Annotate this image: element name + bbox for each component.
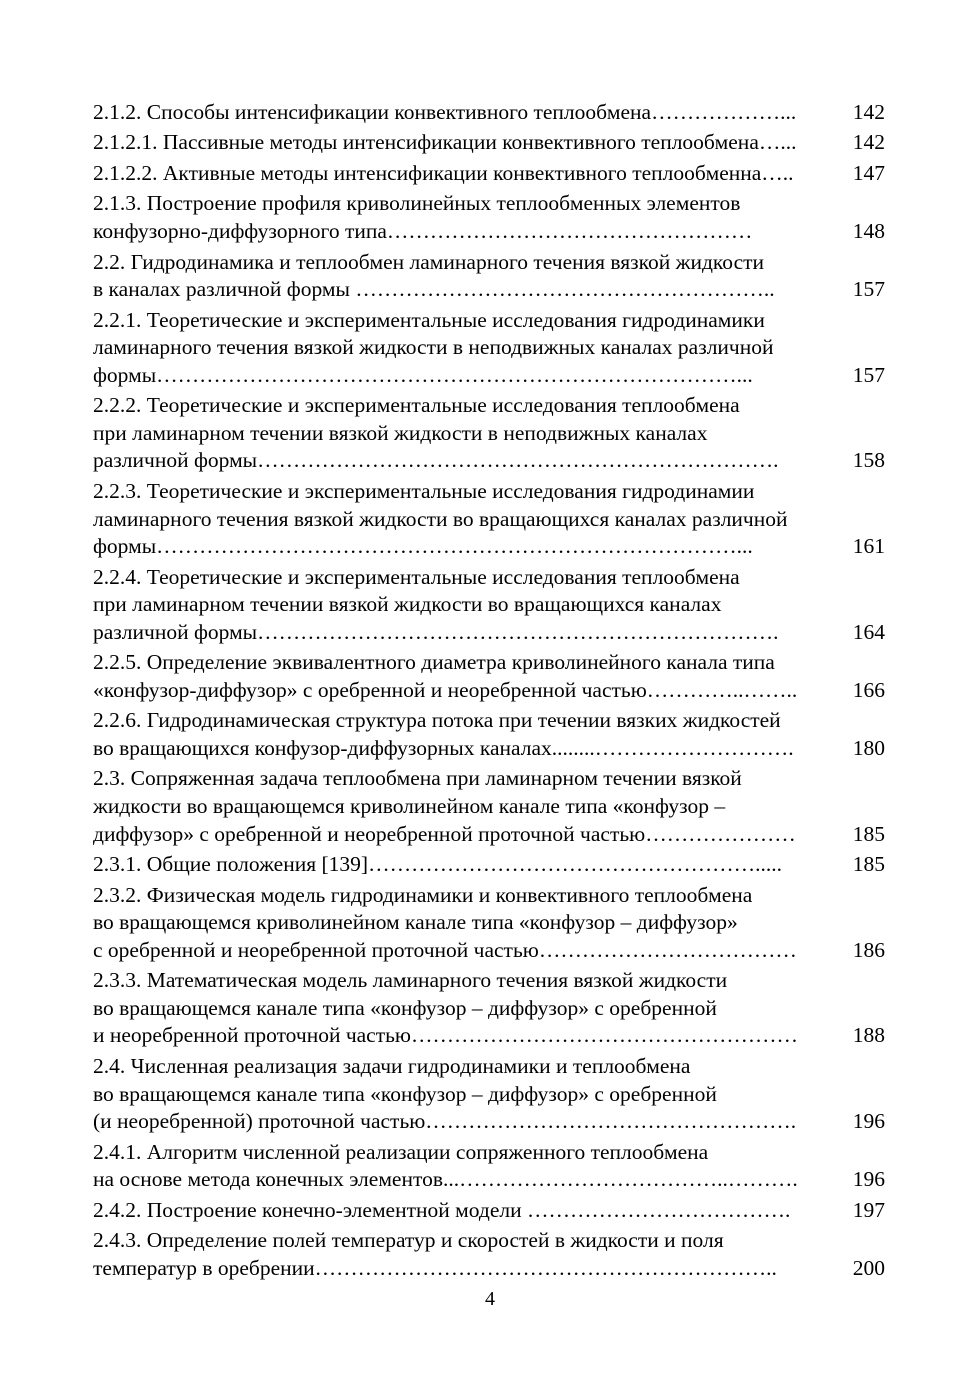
toc-entry-leader-text: 2.1.2. Способы интенсификации конвективного теплообмена………………... xyxy=(93,100,797,124)
toc-entry-line: 2.3.3. Математическая модель ламинарного течения вязкой жидкости xyxy=(93,968,728,993)
toc-entry-leader-text: различной формы………………………………………………………………. xyxy=(93,619,779,644)
toc-entry-leader-text: во вращающихся конфузор-диффузорных каналах........………………………. xyxy=(93,735,794,760)
toc-entry xyxy=(93,882,885,965)
toc-entry-line: 2.2.5. Определение эквивалентного диаметра криволинейного канала типа xyxy=(93,650,775,675)
toc-entry-line: 2.2.2. Теоретические и экспериментальные исследования теплообмена xyxy=(93,393,740,418)
toc-entry-leader-text: 2.1.2.2. Активные методы интенсификации конвективного теплообменна….. xyxy=(93,160,794,185)
toc-entry-line: во вращающемся канале типа «конфузор – диффузор» с оребренной xyxy=(93,995,717,1020)
toc-entry-last-line xyxy=(93,1255,885,1283)
toc-entry-line: 2.2. Гидродинамика и теплообмен ламинарного течения вязкой жидкости xyxy=(93,249,765,274)
toc-entry-last-line xyxy=(93,362,885,390)
toc-entry-line: 2.3.2. Физическая модель гидродинамики и конвективного теплообмена xyxy=(93,882,753,907)
toc-entry xyxy=(93,129,885,157)
toc-entry-last-line xyxy=(93,735,885,763)
toc-entry-page-number: 142 xyxy=(852,100,885,124)
toc-entry-page-number: 200 xyxy=(852,1255,885,1280)
toc-entry-line: при ламинарном течении вязкой жидкости в неподвижных каналах xyxy=(93,420,708,445)
toc-entry xyxy=(93,160,885,188)
toc-entry-last-line xyxy=(93,276,885,304)
toc-entry-last-line xyxy=(93,129,885,157)
toc-entry-last-line xyxy=(93,1022,885,1050)
toc-entry xyxy=(93,707,885,762)
toc-entry-leader-text: и неоребренной проточной частью……………………………………………… xyxy=(93,1023,798,1048)
toc-entry-leader-text: 2.4.2. Построение конечно-элементной модели ………………………………. xyxy=(93,1197,791,1222)
toc-entry-leader-text: 2.1.2.1. Пассивные методы интенсификации конвективного теплообмена…... xyxy=(93,130,797,155)
toc-entry-line: жидкости во вращающемся криволинейном канале типа «конфузор – xyxy=(93,794,726,819)
toc-entry-last-line xyxy=(93,99,885,127)
toc-entry-last-line xyxy=(93,937,885,965)
toc-entry-last-line xyxy=(93,218,885,246)
toc-entry-leader-text: в каналах различной формы ………………………………………………….. xyxy=(93,277,775,302)
toc-entry-leader-text: «конфузор-диффузор» с оребренной и неоребренной частью…………..…….. xyxy=(93,677,798,702)
toc-entry-line: ламинарного течения вязкой жидкости в неподвижных каналах различной xyxy=(93,335,774,360)
toc-entry-leader-text: различной формы………………………………………………………………. xyxy=(93,448,779,473)
toc-entry-page-number: 185 xyxy=(852,821,885,846)
toc-entry-last-line xyxy=(93,533,885,561)
toc-entry-page-number: 197 xyxy=(852,1197,885,1222)
toc-entry-leader-text: конфузорно-диффузорного типа…………………………………………… xyxy=(93,219,753,244)
toc-entry-leader-text: диффузор» с оребренной и неоребренной проточной частью………………… xyxy=(93,821,796,846)
toc-entry-last-line xyxy=(93,447,885,475)
toc-entry-leader-text: 2.3.1. Общие положения [139]………………………………………………..... xyxy=(93,852,782,877)
toc-entry-page-number: 164 xyxy=(852,619,885,644)
toc-entry-page-number: 188 xyxy=(852,1023,885,1048)
toc-entry-page-number: 148 xyxy=(852,219,885,244)
toc-entry-page-number: 161 xyxy=(852,534,885,559)
toc-entry xyxy=(93,99,885,127)
toc-entry-line: 2.2.6. Гидродинамическая структура потока при течении вязких жидкостей xyxy=(93,708,781,733)
toc-entry-leader-text: (и неоребренной) проточной частью……………………………………………. xyxy=(93,1109,797,1134)
toc-entry-line: ламинарного течения вязкой жидкости во вращающихся каналах различной xyxy=(93,506,788,531)
toc-entry-line: 2.4. Численная реализация задачи гидродинамики и теплообмена xyxy=(93,1053,691,1078)
toc-entry xyxy=(93,564,885,647)
toc-entry xyxy=(93,851,885,879)
toc-entry-leader-text: с оребренной и неоребренной проточной частью……………………………… xyxy=(93,937,797,962)
toc-entry-leader-text: формы………………………………………………………………………... xyxy=(93,534,753,559)
toc-entry-last-line xyxy=(93,821,885,849)
toc-entry-page-number: 147 xyxy=(852,160,885,185)
toc-entry-last-line xyxy=(93,160,885,188)
toc-entry xyxy=(93,307,885,390)
toc-entry-last-line xyxy=(93,619,885,647)
toc-entry-line: 2.4.3. Определение полей температур и скоростей в жидкости и поля xyxy=(93,1228,724,1253)
table-of-contents xyxy=(93,99,885,1285)
toc-entry-page-number: 166 xyxy=(852,677,885,702)
toc-entry-line: при ламинарном течении вязкой жидкости во вращающихся каналах xyxy=(93,592,722,617)
toc-entry xyxy=(93,392,885,475)
toc-entry xyxy=(93,1227,885,1282)
toc-entry-line: во вращающемся криволинейном канале типа «конфузор – диффузор» xyxy=(93,910,738,935)
toc-entry-page-number: 196 xyxy=(852,1109,885,1134)
page-number: 4 xyxy=(485,1288,495,1310)
toc-entry-line: 2.4.1. Алгоритм численной реализации сопряженного теплообмена xyxy=(93,1139,709,1164)
toc-entry-page-number: 186 xyxy=(852,937,885,962)
toc-entry-page-number: 180 xyxy=(852,735,885,760)
toc-entry-last-line xyxy=(93,851,885,879)
toc-entry-last-line xyxy=(93,677,885,705)
toc-entry-line: 2.1.3. Построение профиля криволинейных теплообменных элементов xyxy=(93,191,741,216)
toc-entry xyxy=(93,190,885,245)
toc-entry-page-number: 157 xyxy=(852,362,885,387)
toc-entry xyxy=(93,1139,885,1194)
toc-entry-leader-text: на основе метода конечных элементов...………………………………..………. xyxy=(93,1167,798,1192)
toc-entry-line: 2.2.3. Теоретические и экспериментальные исследования гидродинамии xyxy=(93,478,755,503)
toc-entry-page-number: 157 xyxy=(852,277,885,302)
toc-entry-last-line xyxy=(93,1108,885,1136)
toc-entry-page-number: 185 xyxy=(852,852,885,877)
toc-entry-page-number: 158 xyxy=(852,448,885,473)
toc-entry-line: 2.2.4. Теоретические и экспериментальные исследования теплообмена xyxy=(93,564,740,589)
toc-entry xyxy=(93,1197,885,1225)
toc-entry-last-line xyxy=(93,1166,885,1194)
toc-entry-line: 2.3. Сопряженная задача теплообмена при ламинарном течении вязкой xyxy=(93,766,742,791)
toc-entry-last-line xyxy=(93,1197,885,1225)
toc-entry xyxy=(93,478,885,561)
toc-entry xyxy=(93,649,885,704)
toc-entry-leader-text: формы………………………………………………………………………... xyxy=(93,362,753,387)
toc-entry xyxy=(93,967,885,1050)
toc-entry-line: во вращающемся канале типа «конфузор – диффузор» с оребренной xyxy=(93,1081,717,1106)
toc-entry-leader-text: температур в оребрении……………………………………………………….. xyxy=(93,1255,777,1280)
toc-entry xyxy=(93,765,885,848)
toc-entry-line: 2.2.1. Теоретические и экспериментальные исследования гидродинамики xyxy=(93,307,765,332)
toc-entry xyxy=(93,249,885,304)
toc-entry xyxy=(93,1053,885,1136)
toc-entry-page-number: 196 xyxy=(852,1167,885,1192)
toc-entry-page-number: 142 xyxy=(852,130,885,155)
